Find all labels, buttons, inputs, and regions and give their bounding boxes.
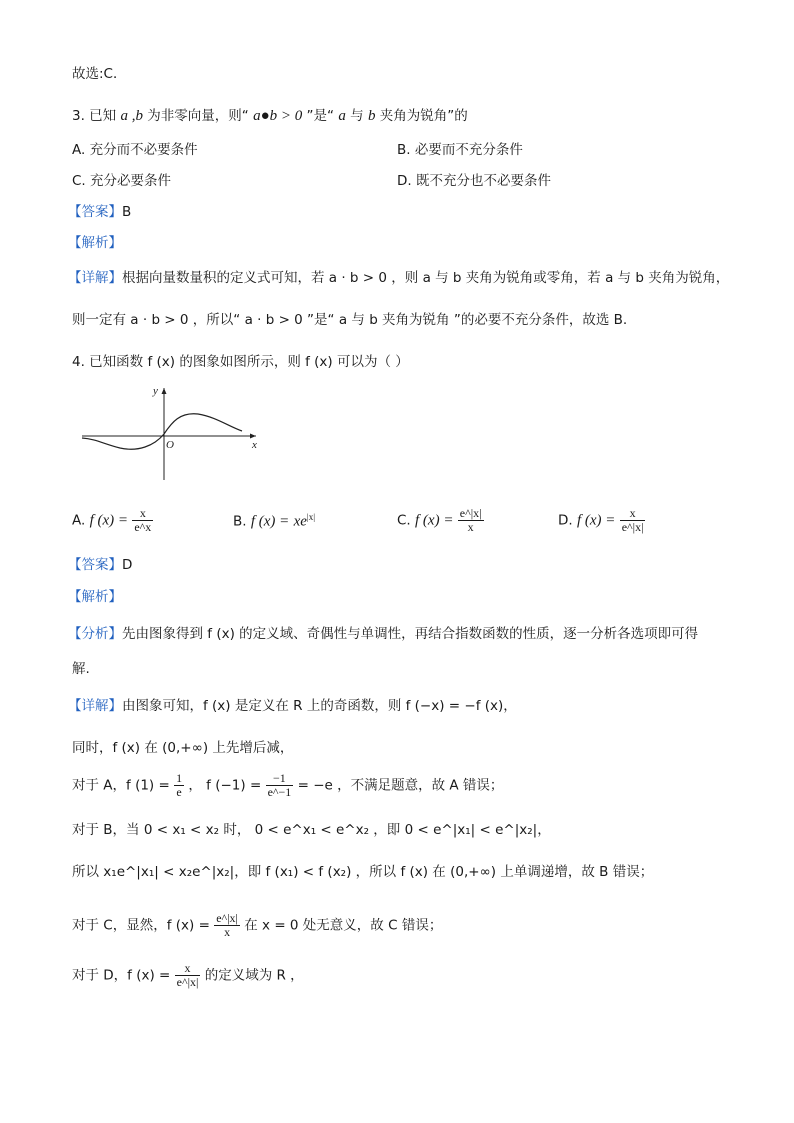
previous-answer-line: 故选:C． xyxy=(72,66,127,82)
q4-detail-3-fraction-1 xyxy=(174,772,184,799)
q4-option-b-lhs: f (x) = xyxy=(250,513,290,530)
q4-option-d-lhs: f (x) = xyxy=(576,512,616,529)
q3-option-c-label: C. xyxy=(72,173,86,189)
x-axis-arrow xyxy=(250,434,256,439)
q3-option-c-text: 充分必要条件 xyxy=(90,173,172,189)
q4-option-d xyxy=(558,507,645,534)
q3-stem-pre: 3. 已知 xyxy=(72,108,117,124)
q4-option-b-expr: xe xyxy=(293,513,307,530)
q4-option-d-denominator: e^|x| xyxy=(621,520,644,534)
q3-option-a-text: 充分而不必要条件 xyxy=(89,142,198,158)
q4-option-d-fraction xyxy=(620,507,646,534)
q4-detail-6-post: 在 x = 0 处无意义，故 C 错误； xyxy=(244,917,443,934)
q3-stem-condition: a●b > 0 xyxy=(253,108,303,124)
q3-stem-yu: 与 xyxy=(350,108,364,124)
q4-option-b-exponent: |x| xyxy=(306,512,316,522)
q3-stem-vectors: a ,b xyxy=(120,108,143,124)
q3-detail-line-2: 则一定有 a · b > 0 ，所以“ a · b > 0 ”是“ a 与 b 夹角为锐角 ”的必要不充分条件，故选 B. xyxy=(72,312,628,328)
q3-stem-mid: 为非零向量，则“ xyxy=(147,108,249,124)
q4-analysis-head-tag: 【分析】 xyxy=(68,626,122,642)
q4-detail-6-denominator: x xyxy=(224,925,231,939)
q4-answer-value: D xyxy=(122,557,133,573)
q4-option-c-fraction xyxy=(458,507,484,534)
q3-option-b-text: 必要而不充分条件 xyxy=(414,142,523,158)
q4-analysis-text-1: 先由图象得到 f (x) 的定义域、奇偶性与单调性，再结合指数函数的性质，逐一分析各选项即可得 xyxy=(122,626,699,642)
q4-option-c-numerator: e^|x| xyxy=(459,506,482,520)
q4-detail-text-1: 由图象可知，f (x) 是定义在 R 上的奇函数，则 f (−x) = −f (x)， xyxy=(122,698,517,714)
q3-option-a xyxy=(72,140,198,160)
q3-option-d xyxy=(397,171,551,191)
q4-option-a-numerator: x xyxy=(132,507,153,521)
q4-option-c-lhs: f (x) = xyxy=(415,512,454,529)
q3-option-b-label: B. xyxy=(397,142,411,158)
q3-option-a-label: A. xyxy=(72,142,86,158)
q4-stem: 4. 已知函数 f (x) 的图象如图所示，则 f (x) 可以为（ ） xyxy=(72,354,409,370)
q4-detail-line-5: 所以 x₁e^|x₁| < x₂e^|x₂|，即 f (x₁) < f (x₂) ，所以 f (x) 在 (0,+∞) 上单调递增，故 B 错误； xyxy=(72,864,654,880)
q3-option-d-text: 既不充分也不必要条件 xyxy=(415,173,551,189)
q4-detail-line-1 xyxy=(68,696,517,716)
q4-detail-line-2: 同时，f (x) 在 (0,+∞) 上先增后减， xyxy=(72,740,294,756)
y-axis-label: y xyxy=(153,385,158,397)
q4-option-b-label: B. xyxy=(233,513,247,530)
function-curve xyxy=(82,414,242,449)
q4-detail-line-6 xyxy=(72,912,442,939)
q4-detail-3-pre: 对于 A，f (1) = xyxy=(72,777,170,794)
q4-detail-6-fraction xyxy=(214,912,240,939)
q3-answer-value: B xyxy=(122,204,132,220)
q3-stem xyxy=(72,106,468,126)
x-axis-label: x xyxy=(252,439,257,451)
q4-option-a-denominator: e^x xyxy=(134,520,152,534)
q3-stem-vec-b: b xyxy=(367,108,376,124)
q4-analysis-line xyxy=(68,587,122,607)
q4-detail-3-fraction-2 xyxy=(266,772,294,799)
q4-detail-6-pre: 对于 C，显然，f (x) = xyxy=(72,917,210,934)
q4-detail-3-f2-numerator: −1 xyxy=(266,772,294,786)
q3-option-b xyxy=(397,140,523,160)
q4-detail-tag: 【详解】 xyxy=(68,698,122,714)
q4-detail-7-pre: 对于 D，f (x) = xyxy=(72,967,171,984)
q3-analysis-tag: 【解析】 xyxy=(68,235,122,251)
q4-analysis-head-line-1 xyxy=(68,624,698,644)
q4-detail-6-numerator: e^|x| xyxy=(216,911,238,925)
q4-detail-7-denominator: e^|x| xyxy=(176,975,199,989)
q3-stem-mid2: ”是“ xyxy=(306,108,335,124)
q4-analysis-line-2: 解. xyxy=(72,661,90,677)
q4-option-c-denominator: x xyxy=(467,520,474,534)
q3-answer-tag: 【答案】 xyxy=(68,204,122,220)
q4-option-b xyxy=(233,507,315,532)
q4-option-a-fraction xyxy=(132,507,153,534)
q4-detail-7-numerator: x xyxy=(175,962,201,976)
q4-option-d-numerator: x xyxy=(620,507,646,521)
origin-label: O xyxy=(166,439,174,451)
q4-detail-3-f1-numerator: 1 xyxy=(176,771,183,785)
q4-analysis-tag: 【解析】 xyxy=(68,589,122,605)
q4-option-a xyxy=(72,507,153,534)
q3-analysis-line xyxy=(68,233,122,253)
q4-answer-tag: 【答案】 xyxy=(68,557,122,573)
q4-detail-line-4: 对于 B，当 0 < x₁ < x₂ 时， 0 < e^x₁ < e^x₂ ，即 0 < e^|x₁| < e^|x₂|， xyxy=(72,822,551,838)
y-axis-arrow xyxy=(162,388,167,394)
q4-option-c-label: C. xyxy=(397,512,411,529)
q3-detail-tag: 【详解】 xyxy=(68,270,122,286)
q3-detail-text-1: 根据向量数量积的定义式可知，若 a · b > 0 ，则 a 与 b 夹角为锐角或零角，若 a 与 b 夹角为锐角， xyxy=(122,270,730,286)
q4-detail-line-7 xyxy=(72,962,304,989)
q4-option-a-lhs: f (x) = xyxy=(89,512,129,529)
q4-answer-line xyxy=(68,555,132,575)
q4-option-a-label: A. xyxy=(72,512,86,529)
q3-option-c xyxy=(72,171,171,191)
q4-option-c xyxy=(397,507,484,534)
q3-detail-line-1 xyxy=(68,268,729,288)
q3-stem-end: 夹角为锐角”的 xyxy=(379,108,468,124)
q4-detail-3-f1-denominator: e xyxy=(176,785,182,799)
q4-detail-7-fraction xyxy=(175,962,201,989)
q3-stem-vec-a: a xyxy=(338,108,346,124)
q4-detail-7-post: 的定义域为 R ， xyxy=(204,967,304,984)
q4-detail-3-mid: ， f (−1) = xyxy=(188,777,262,794)
q4-detail-3-f2-denominator: e^−1 xyxy=(267,785,292,799)
q4-detail-3-post: = −e ，不满足题意，故 A 错误； xyxy=(297,777,504,794)
q4-option-d-label: D. xyxy=(558,512,573,529)
q4-detail-line-3 xyxy=(72,772,503,799)
q3-answer-line xyxy=(68,202,131,222)
q3-option-d-label: D. xyxy=(397,173,412,189)
function-graph xyxy=(76,382,276,482)
